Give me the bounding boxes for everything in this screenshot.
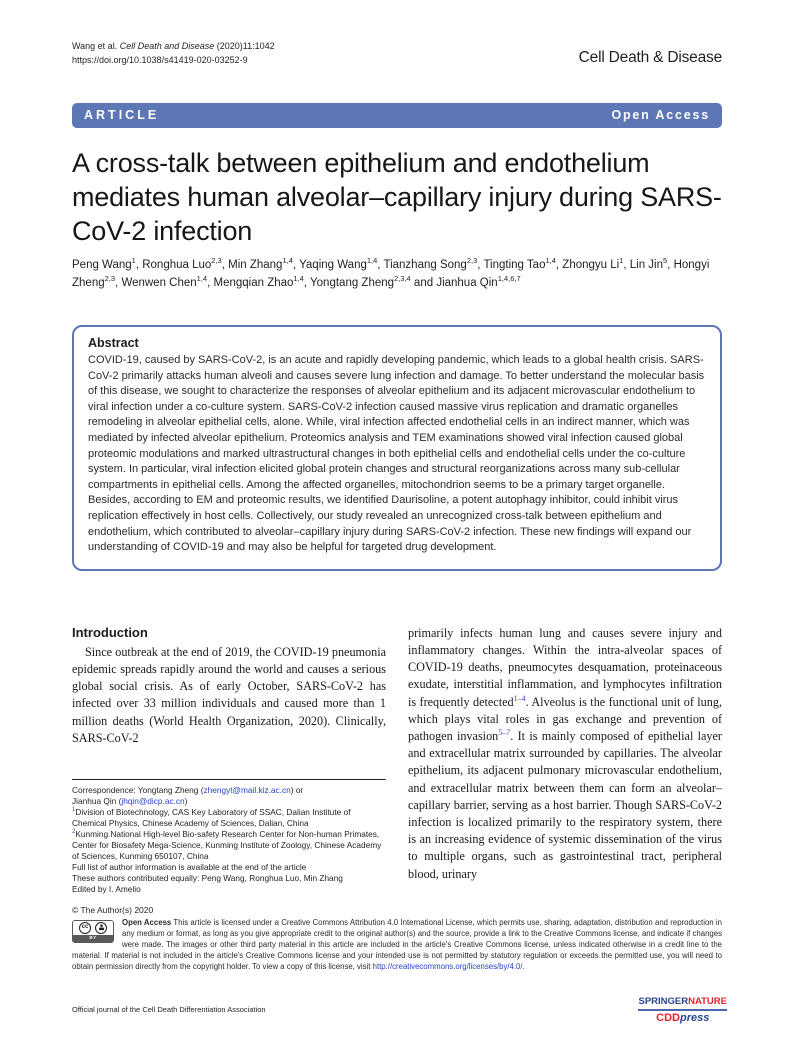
cc-by-badge [72, 920, 114, 943]
footnotes-block [72, 779, 386, 895]
page-footer [72, 996, 727, 1024]
citation-line: Wang et al. Cell Death and Disease (2020)11:1042 [72, 41, 275, 51]
page-title: A cross-talk between epithelium and endothelium mediates human alveolar–capillary injury during SARS-CoV-2 infection [72, 148, 722, 246]
nature-wordmark: NATURE [688, 996, 727, 1007]
author-name: Ronghua Luo [142, 259, 212, 271]
license-paragraph: Open Access This article is licensed under a Creative Commons Attribution 4.0 International License, which permits use, sharing, adaptation, distribution and reproduction in any medium or format, as long as you give appropriate credit to the original author(s) and the source, provide a link to the Creative Commons license, and indicate if changes were made. The images or other third party material in this article are included in the article's Creative Commons license, unless indicated otherwise in a credit line to the material. If material is not included in the article's Creative Commons license and your intended use is not permitted by statutory regulation or exceeds the permitted use, you will need to obtain permission directly from the copyright holder. To view a copy of this license, visit http://creativecommons.org/licenses/by/4.0/. [72, 917, 722, 971]
author-name: Yongtang Zheng [310, 276, 395, 289]
doi-text: https://doi.org/10.1038/s41419-020-03252-9 [72, 54, 248, 65]
open-access-label: Open Access [611, 108, 710, 122]
introduction-paragraph-right: primarily infects human lung and causes severe injury and inflammatory changes. Within the intra-alveolar spaces of COVID-19 deaths, pneumocytes desquamation, proteinaceous exudate, interstitial inflammation, and lymphocytes infiltration is frequently detected$^{1-4}$. Alveolus is the functional unit of lung, which plays vital roles in gas exchange and prevention of pathogen invasion$^{5-7}$. It is mainly composed of epithelial layer and extracellular matrix surrounded by capillaries. The alveolar epithelium, its adjacent pulmonary microvascular endothelium, and extracellular matrix between them can form an alveolar–capillary barrier, serving as a host barrier. Though SARS-CoV-2 infection is localized primarily to the respiratory system, there is an increasing evidence of systemic dissemination of the virus to multiple organs, such as gastrointestinal tract, peripheral blood, urinary [408, 625, 723, 881]
equal-contribution-note: These authors contributed equally: Peng Wang, Ronghua Luo, Min Zhang [72, 872, 343, 883]
article-type-banner [72, 103, 722, 128]
introduction-paragraph-left: Since outbreak at the end of 2019, the COVID-19 pneumonia epidemic spreads rapidly around the world and causes a serious global social crisis. As of early October, SARS-CoV-2 has infected over 33 million individuals and caused more than 1 million deaths (World Health Organization, 2020). Clinically, SARS-CoV-2 [72, 644, 386, 745]
springer-wordmark: SPRINGER [638, 996, 689, 1007]
author-name: Tianzhang Song [383, 259, 467, 271]
official-journal-note: Official journal of the Cell Death Differentiation Association [72, 1005, 266, 1014]
page-header [72, 40, 722, 67]
author-name: Jianhua Qin [436, 276, 498, 289]
press-wordmark: press [679, 1012, 710, 1024]
full-list-note: Full list of author information is available at the end of the article [72, 861, 307, 872]
text-link[interactable]: http://creativecommons.org/licenses/by/4.0/ [372, 961, 523, 971]
author-list: Peng Wang$^1$, Ronghua Luo$^{2,3}$, Min Zhang$^{1,4}$, Yaqing Wang$^{1,4}$, Tianzhang Song$^{2,3}$, Tingting Tao$^{1,4}$, Zhongyu Li$^1$, Lin Jin$^5$, Hongyi Zheng$^{2,3}$, Wenwen Chen$^{1,4}$, Mengqian Zhao$^{1,4}$, Yongtang Zheng$^{2,3,4}$ and Jianhua Qin$^{1,4,6,7}$ [72, 256, 710, 289]
article-type-label: ARTICLE [84, 108, 160, 122]
text-link[interactable]: zhengyt@mail.kiz.ac.cn [203, 784, 291, 795]
cc-icon: cc [79, 922, 91, 934]
reference-link[interactable]: 1 [72, 807, 76, 814]
cc-by-label: BY [73, 935, 113, 942]
affiliation-2: $^2$Kunming National High-level Bio-safety Research Center for Non-human Primates, Center for Biosafety Mega-Science, Kunming Institute of Zoology, Chinese Academy of Sciences, Kunming 650107, China [72, 828, 382, 861]
reference-link[interactable]: 1–4 [513, 693, 526, 703]
affiliation-1: $^1$Division of Biotechnology, CAS Key Laboratory of SSAC, Dalian Institute of Chemical Physics, Chinese Academy of Sciences, Dalian, China [72, 806, 351, 828]
author-name: Mengqian Zhao [213, 276, 294, 289]
author-name: Lin Jin [629, 259, 664, 271]
right-column [408, 625, 722, 895]
author-name: Yaqing Wang [299, 259, 367, 271]
reference-link[interactable]: 5–7 [498, 727, 511, 737]
logo-divider [638, 1009, 727, 1011]
springer-nature-logo [638, 996, 727, 1024]
author-name: Peng Wang [72, 259, 132, 271]
body-columns [72, 625, 722, 895]
author-name: Wenwen Chen [121, 276, 197, 289]
abstract-text: COVID-19, caused by SARS-CoV-2, is an acute and rapidly developing pandemic, which leads to a global health crisis. SARS-CoV-2 primarily attacks human alveoli and causes severe lung infection and damage. To better understand the molecular basis of this disease, we sought to characterize the responses of alveolar epithelium and its adjacent microvascular endothelium to viral infection under a co-culture system. SARS-CoV-2 infection caused massive virus replication and dramatic organelles remodeling in alveolar epithelial cells, alone. While, viral infection affected endothelial cells in an indirect manner, which was mediated by infected alveolar epithelium. Proteomics analysis and TEM examinations showed viral infection caused global proteomic modulations and marked ultrastructural changes in both epithelial cells and endothelial cells under the co-culture system. In particular, viral infection elicited global protein changes and structural reorganizations across many sub-cellular compartments in epithelial cells. Among the affected organelles, mitochondrion seems to be a primary target organelle. Besides, according to EM and proteomic results, we identified Daurisoline, a potent autophagy inhibitor, could inhibit virus replication effectively in host cells. Collectively, our study revealed an unrecognized cross-talk between epithelium and endothelium, which contributed to alveolar–capillary injury during SARS-CoV-2 infection. These new findings will expand our understanding of COVID-19 and may also be helpful for targeted drug development. [88, 354, 705, 554]
license-block [72, 905, 722, 973]
cdd-wordmark: CDD [656, 1012, 680, 1024]
citation-block [72, 40, 275, 67]
author-name: Min Zhang [228, 259, 283, 271]
edited-by-note: Edited by I. Amelio [72, 883, 141, 894]
person-icon [95, 922, 107, 934]
abstract-heading: Abstract [88, 336, 139, 350]
left-column [72, 625, 386, 895]
abstract-box [72, 325, 722, 571]
author-name: Tingting Tao [483, 259, 546, 271]
author-name: Hongyi Zheng [72, 259, 710, 289]
introduction-heading: Introduction [72, 624, 148, 640]
text-link[interactable]: jhqin@dicp.ac.cn [121, 795, 185, 806]
copyright-line: © The Author(s) 2020 [72, 904, 154, 915]
journal-name: Cell Death & Disease [578, 49, 722, 66]
correspondence-line: Correspondence: Yongtang Zheng (zhengyt@mail.kiz.ac.cn) or Jianhua Qin (jhqin@dicp.ac.cn) [72, 784, 304, 806]
author-name: Zhongyu Li [562, 259, 620, 271]
license-text [72, 918, 722, 973]
reference-link[interactable]: 2 [72, 829, 76, 836]
